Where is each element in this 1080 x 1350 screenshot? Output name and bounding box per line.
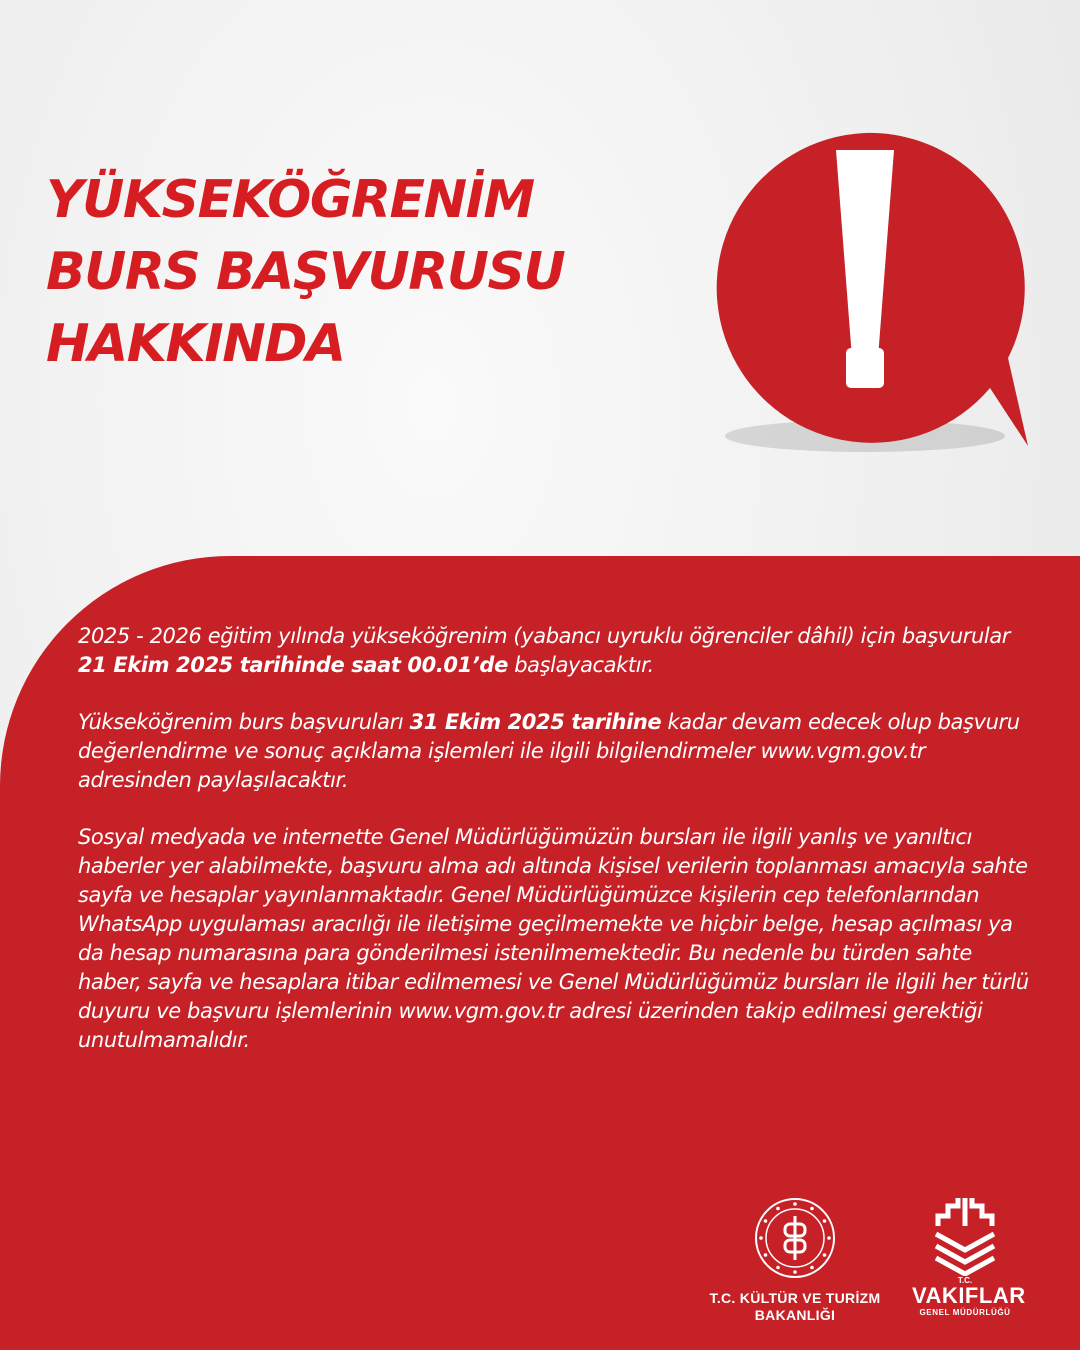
title-line-2: BURS BAŞVURUSU	[46, 242, 565, 302]
ministry-name-line-2: BAKANLIĞI	[754, 1307, 836, 1323]
vakiflar-logo	[912, 1196, 1026, 1318]
p1-text-c: başlayacaktır.	[507, 653, 654, 677]
p1-text-a: 2025 - 2026 eğitim yılında yükseköğrenim (yabancı uyruklu öğrenciler dâhil) için başvurular	[78, 624, 1011, 648]
vakiflar-subtitle: GENEL MÜDÜRLÜĞÜ	[919, 1308, 1011, 1317]
title-line-1: YÜKSEKÖĞRENİM	[46, 170, 534, 230]
title-line-3: HAKKINDA	[46, 314, 345, 374]
vakiflar-name: VAKIFLAR	[912, 1283, 1026, 1308]
p2-text-c: kadar devam edecek olup başvuru değerlendirme ve sonuç açıklama işlemleri ile ilgili bilgilendirmeler www.vgm.gov.tr adresinden paylaşılacaktır.	[78, 710, 1020, 792]
paragraph-warning: Sosyal medyada ve internette Genel Müdürlüğümüzün bursları ile ilgili yanlış ve yanıltıcı haberler yer alabilmekte, başvuru alma adı altında kişisel verilerin toplanması amacıyla sahte sayfa ve hesaplar yayınlanmaktadır. Genel Müdürlüğümüzce kişilerin cep telefonlarından WhatsApp uygulaması aracılığı ile iletişime geçilmemekte ve hiçbir belge, hesap açılması ya da hesap numarasına para gönderilmesi istenilmemektedir. Bu nedenle bu türden sahte haber, sayfa ve hesaplara itibar edilmemesi ve Genel Müdürlüğümüz bursları ile ilgili her türlü duyuru ve başvuru işlemlerinin www.vgm.gov.tr adresi üzerinden takip edilmesi gerektiği unutulmamalıdır.	[78, 825, 1029, 1052]
vakiflar-tc: T.C.	[957, 1276, 973, 1285]
vakiflar-emblem-icon	[930, 1196, 1000, 1276]
announcement-body	[78, 622, 1038, 1083]
paragraph-application-end	[78, 708, 1038, 795]
p2-text-a: Yükseköğrenim burs başvuruları	[78, 710, 410, 734]
page-title	[46, 164, 564, 380]
p2-date-highlight: 31 Ekim 2025 tarihine	[409, 710, 662, 734]
exclamation-speech-bubble-icon	[700, 118, 1040, 468]
footer-logos	[700, 1196, 1030, 1346]
paragraph-application-start	[78, 622, 1038, 680]
ministry-logo	[700, 1196, 890, 1324]
ministry-emblem-icon	[753, 1196, 837, 1280]
ministry-name-line-1: T.C. KÜLTÜR VE TURİZM	[709, 1290, 881, 1306]
p1-date-highlight: 21 Ekim 2025 tarihinde saat 00.01’de	[78, 653, 508, 677]
